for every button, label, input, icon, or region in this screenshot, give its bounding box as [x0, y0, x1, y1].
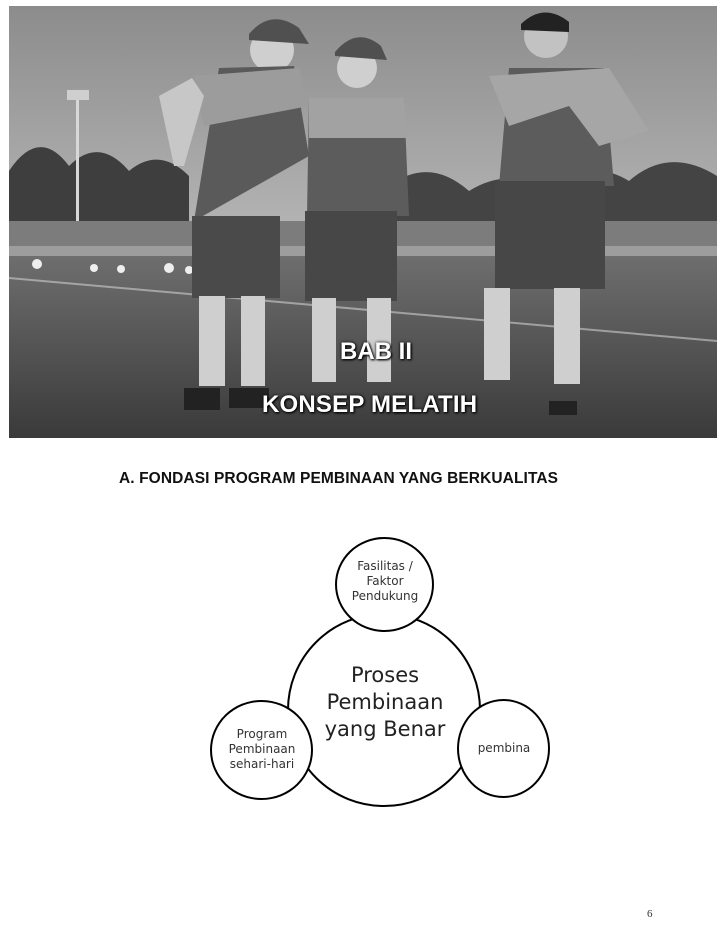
top-line-1: Fasilitas /: [357, 559, 413, 573]
header-photo: [9, 6, 717, 438]
chapter-title: KONSEP MELATIH: [262, 391, 478, 418]
top-node-text: [338, 559, 432, 604]
right-node-text: [460, 741, 548, 756]
center-line-3: yang Benar: [324, 717, 446, 741]
left-line-1: Program: [236, 727, 288, 741]
center-node-text: [300, 662, 470, 743]
left-line-3: sehari-hari: [229, 757, 295, 771]
top-line-3: Pendukung: [351, 589, 419, 603]
top-line-2: Faktor: [366, 574, 404, 588]
left-node-text: [213, 727, 311, 772]
center-line-1: Proses: [350, 663, 420, 687]
section-heading: A. FONDASI PROGRAM PEMBINAAN YANG BERKUALITAS: [119, 470, 559, 487]
right-line-1: pembina: [477, 741, 531, 755]
page-number: 6: [647, 908, 653, 920]
center-line-2: Pembinaan: [326, 690, 444, 714]
chapter-label: BAB II: [340, 338, 412, 365]
coaches-photo-illustration: [9, 6, 717, 438]
left-line-2: Pembinaan: [228, 742, 296, 756]
